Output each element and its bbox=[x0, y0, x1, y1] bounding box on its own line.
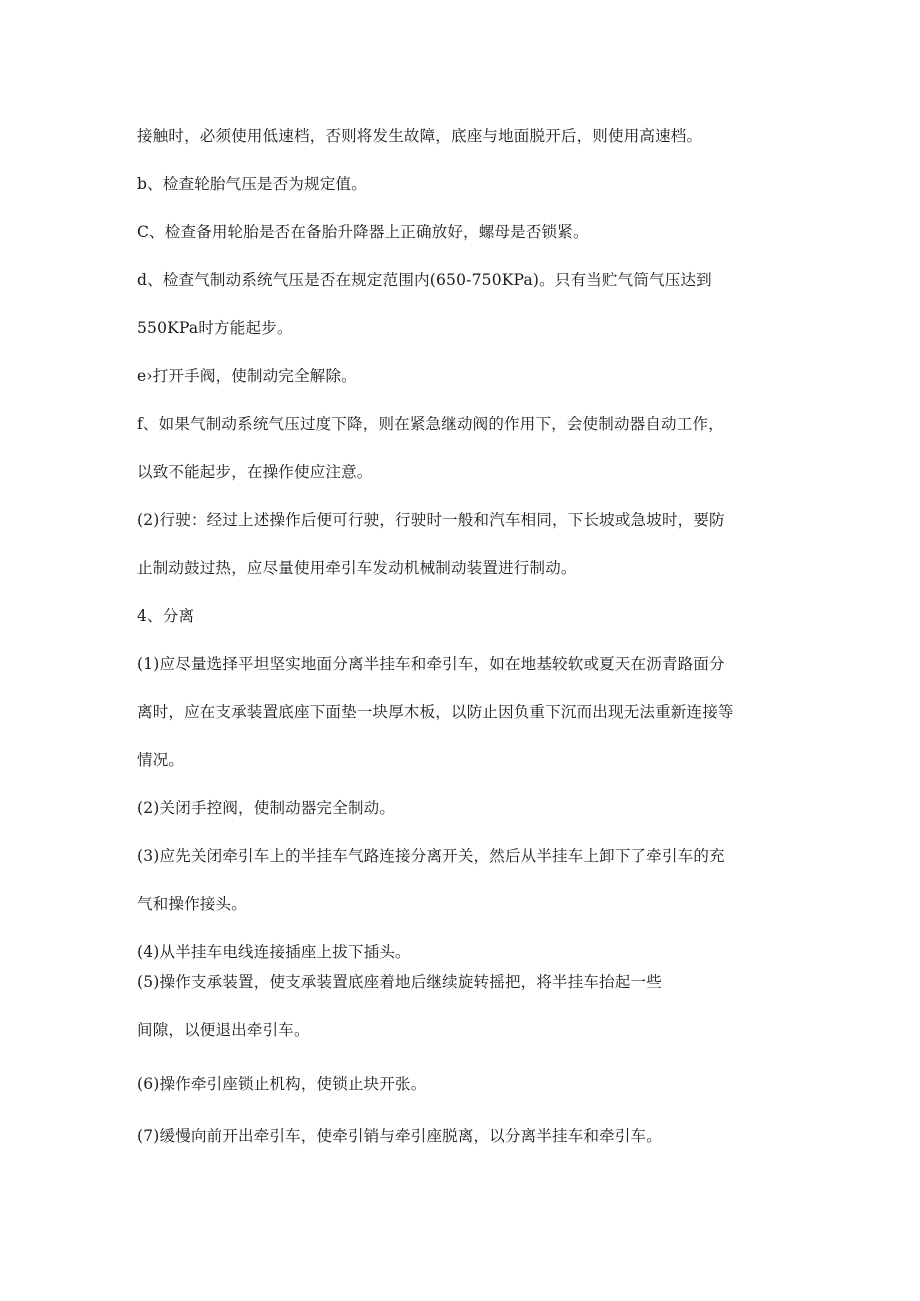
text-line: 离时，应在支承装置底座下面垫一块厚木板，以防止因负重下沉而出现无法重新连接等 bbox=[137, 703, 734, 721]
text-line: (5)操作支承装置，使支承装置底座着地后继续旋转摇把，将半挂车抬起一些 bbox=[137, 973, 662, 991]
section-heading: 4、分离 bbox=[137, 607, 195, 625]
text-line: b、检查轮胎气压是否为规定值。 bbox=[137, 175, 367, 193]
text-line: 以致不能起步，在操作使应注意。 bbox=[137, 463, 373, 481]
text-line: (6)操作牵引座锁止机构，使锁止块开张。 bbox=[137, 1075, 427, 1093]
text-line: 止制动鼓过热，应尽量使用牵引车发动机械制动装置进行制动。 bbox=[137, 559, 577, 577]
text-line: 接触时，必须使用低速档，否则将发生故障，底座与地面脱开后，则使用高速档。 bbox=[137, 127, 703, 145]
text-line: (2)行驶：经过上述操作后便可行驶，行驶时一般和汽车相同，下长坡或急坡时，要防 bbox=[137, 511, 725, 529]
text-line: 550KPa时方能起步。 bbox=[137, 319, 293, 337]
text-line: C、检查备用轮胎是否在备胎升降器上正确放好，螺母是否锁紧。 bbox=[137, 223, 589, 241]
text-line: 气和操作接头。 bbox=[137, 895, 247, 913]
text-line: (3)应先关闭牵引车上的半挂车气路连接分离开关，然后从半挂车上卸下了牵引车的充 bbox=[137, 847, 725, 865]
text-line: 情况。 bbox=[137, 751, 185, 769]
text-line: f、如果气制动系统气压过度下降，则在紧急继动阀的作用下，会使制动器自动工作， bbox=[137, 415, 724, 433]
text-line: (1)应尽量选择平坦坚实地面分离半挂车和牵引车，如在地基较软或夏天在沥青路面分 bbox=[137, 655, 725, 673]
text-line: (2)关闭手控阀，使制动器完全制动。 bbox=[137, 799, 396, 817]
text-line: 间隙，以便退出牵引车。 bbox=[137, 1021, 310, 1039]
text-line: (4)从半挂车电线连接插座上拔下插头。 bbox=[137, 943, 411, 961]
text-line: d、检查气制动系统气压是否在规定范围内(650-750KPa)。只有当贮气筒气压达到 bbox=[137, 271, 712, 289]
text-line: e›打开手阀，使制动完全解除。 bbox=[137, 367, 357, 385]
text-line: (7)缓慢向前开出牵引车，使牵引销与牵引座脱离，以分离半挂车和牵引车。 bbox=[137, 1127, 662, 1145]
